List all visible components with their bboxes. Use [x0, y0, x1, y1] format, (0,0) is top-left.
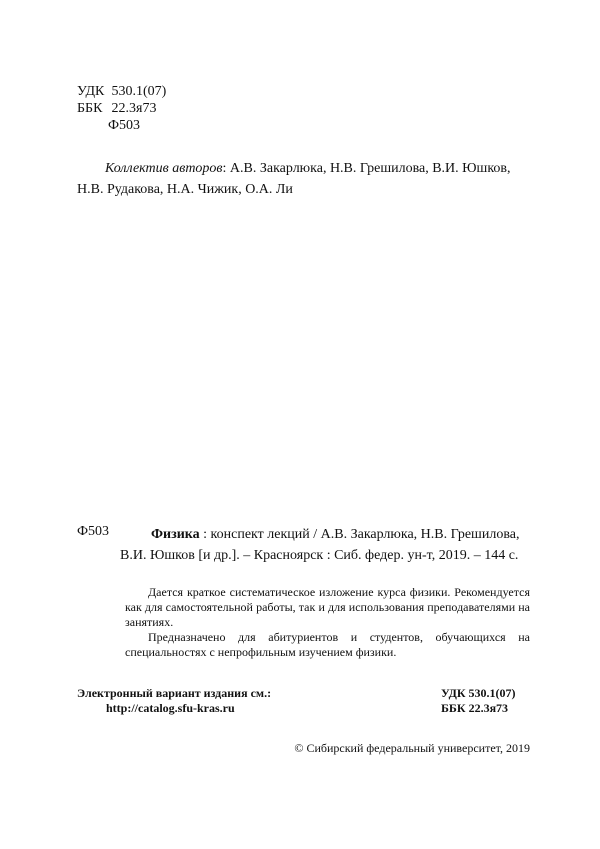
- annotation-text-1: Дается краткое систематическое изложение курса физики. Рекомендуется как для самостоятельной работы, так и для использования преподавателями на занятиях.: [125, 585, 530, 629]
- annotation-paragraph-2: [125, 630, 530, 660]
- bbk-top: [77, 100, 156, 117]
- electronic-version-url[interactable]: http://catalog.sfu-kras.ru: [106, 701, 235, 715]
- udk-label: УДК: [77, 84, 105, 99]
- bbk-value: 22.3я73: [111, 101, 157, 116]
- bibliographic-record: [120, 524, 520, 566]
- authors-label: Коллектив авторов: [105, 161, 223, 176]
- annotation-text-2: Предназначено для абитуриентов и студентов, обучающихся на специальностях с непрофильным изучением физики.: [125, 630, 530, 659]
- electronic-version-label: Электронный вариант издания см.:: [77, 686, 272, 700]
- authors-block: [77, 158, 511, 200]
- bbk-bottom: ББК 22.3я73: [441, 701, 509, 715]
- udk-value: 530.1(07): [111, 84, 167, 99]
- author-mark-top: Ф503: [108, 118, 141, 133]
- author-mark-biblio: Ф503: [77, 524, 110, 539]
- authors-names-line1: : А.В. Закарлюка, Н.В. Грешилова, В.И. Юшков,: [222, 161, 511, 176]
- bbk-label: ББК: [77, 101, 103, 116]
- biblio-line1: : конспект лекций / А.В. Закарлюка, Н.В. Грешилова,: [199, 527, 520, 542]
- udk-bottom: УДК 530.1(07): [441, 686, 516, 700]
- annotation-paragraph-1: [125, 585, 530, 630]
- authors-names-line2: Н.В. Рудакова, Н.А. Чижик, О.А. Ли: [77, 182, 293, 197]
- book-title: Физика: [151, 527, 200, 542]
- copyright: © Сибирский федеральный университет, 2019: [294, 741, 530, 755]
- biblio-line2: В.И. Юшков [и др.]. – Красноярск : Сиб. федер. ун-т, 2019. – 144 с.: [120, 548, 519, 563]
- udk-top: [77, 83, 166, 100]
